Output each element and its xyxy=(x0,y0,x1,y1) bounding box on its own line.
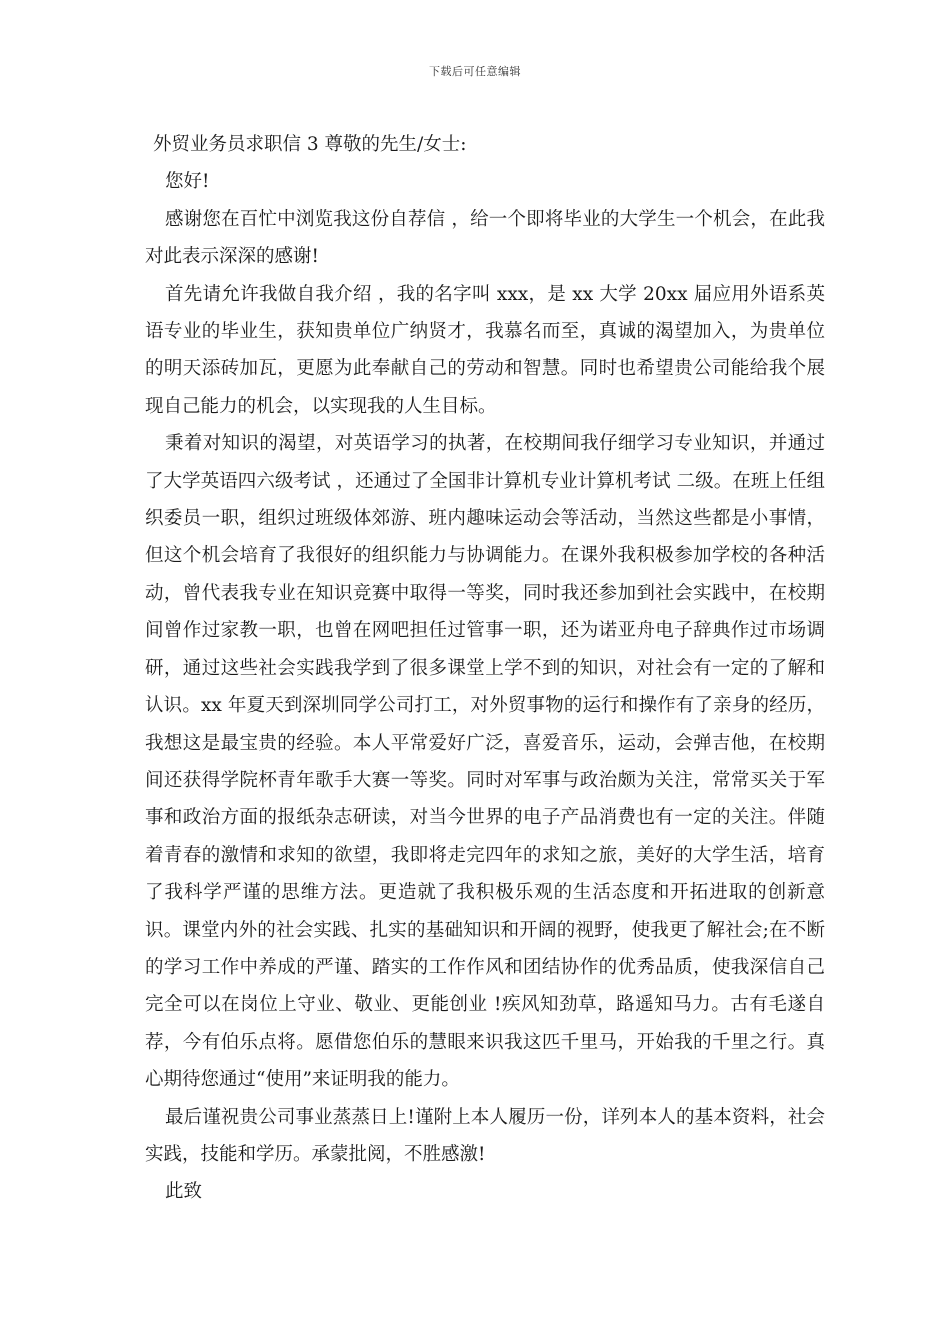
document-body xyxy=(145,126,825,1211)
paragraph-experience: 秉着对知识的渴望，对英语学习的执著，在校期间我仔细学习专业知识，并通过了大学英语四六级考试 ，还通过了全国非计算机专业计算机考试 二级。在班上任组织委员一职，组织过班级体郊游、班内趣味运动会等活动，当然这些都是小事情，但这个机会培育了我很好的组织能力与协调能力。在课外我积极参加学校的各种活动，曾代表我专业在知识竞赛中取得一等奖，同时我还参加到社会实践中，在校期间曾作过家教一职，也曾在网吧担任过管事一职，还为诺亚舟电子辞典作过市场调研，通过这些社会实践我学到了很多课堂上学不到的知识，对社会有一定的了解和认识。xx 年夏天到深圳同学公司打工，对外贸事物的运行和操作有了亲身的经历，我想这是最宝贵的经验。本人平常爱好广泛，喜爱音乐，运动，会弹吉他，在校期间还获得学院杯青年歌手大赛一等奖。同时对军事与政治颇为关注，常常买关于军事和政治方面的报纸杂志研读，对当今世界的电子产品消费也有一定的关注。伴随着青春的激情和求知的欲望，我即将走完四年的求知之旅，美好的大学生活，培育了我科学严谨的思维方法。更造就了我积极乐观的生活态度和开拓进取的创新意识。课堂内外的社会实践、扎实的基础知识和开阔的视野，使我更了解社会;在不断的学习工作中养成的严谨、踏实的工作作风和团结协作的优秀品质，使我深信自己完全可以在岗位上守业、敬业、更能创业 !疾风知劲草，路遥知马力。古有毛遂自荐，今有伯乐点将。愿借您伯乐的慧眼来识我这匹千里马，开始我的千里之行。真心期待您通过“使用”来证明我的能力。 xyxy=(145,433,825,1091)
paragraph-self-introduction: 首先请允许我做自我介绍 ，我的名字叫 xxx，是 xx 大学 20xx 届应用外语系英语专业的毕业生，获知贵单位广纳贤才，我慕名而至，真诚的渴望加入，为贵单位的明天添砖加瓦，更愿为此奉献自己的劳动和智慧。同时也希望贵公司能给我个展现自己能力的机会，以实现我的人生目标。 xyxy=(145,283,825,417)
paragraph-thanks: 感谢您在百忙中浏览我这份自荐信 ，给一个即将毕业的大学生一个机会，在此我对此表示深深的感谢! xyxy=(145,208,825,268)
paragraph-closing-wishes: 最后谨祝贵公司事业蒸蒸日上!谨附上本人履历一份，详列本人的基本资料，社会实践，技能和学历。承蒙批阅，不胜感激! xyxy=(145,1106,825,1165)
document-title-line: 外贸业务员求职信 3 尊敬的先生/女士: xyxy=(153,134,467,155)
page-header: 下载后可任意编辑 xyxy=(429,65,521,78)
closing-salutation: 此致 xyxy=(165,1181,203,1203)
greeting: 您好! xyxy=(165,171,210,193)
